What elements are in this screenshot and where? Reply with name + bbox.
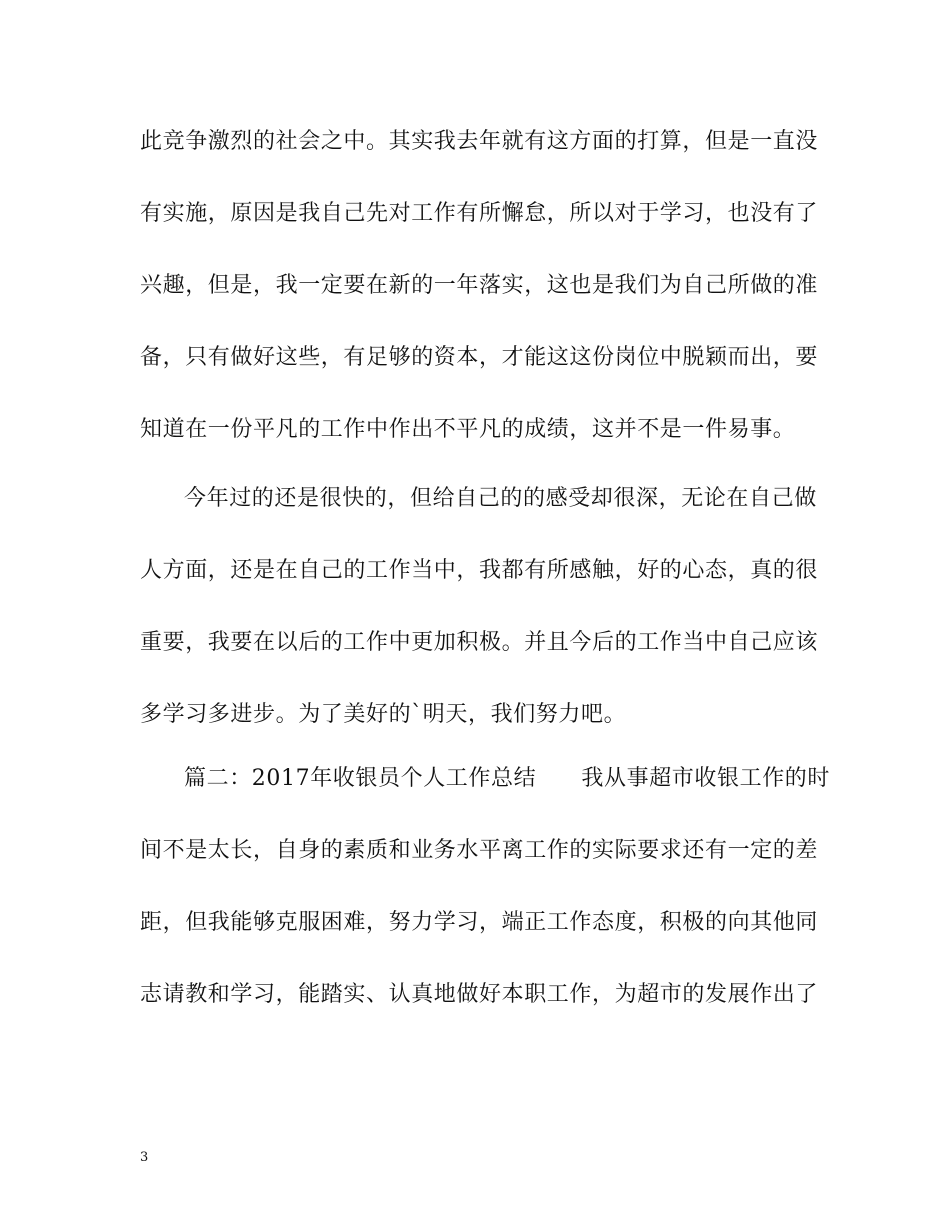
text-line: 距，但我能够克服困难，努力学习，端正工作态度，积极的向其他同 <box>140 910 819 935</box>
text-line: 志请教和学习，能踏实、认真地做好本职工作，为超市的发展作出了 <box>140 982 819 1007</box>
text-line: 重要，我要在以后的工作中更加积极。并且今后的工作当中自己应该 <box>140 630 819 655</box>
section-heading-line: 篇二：2017年收银员个人工作总结 我从事超市收银工作的时 <box>184 766 830 791</box>
text-line: 备，只有做好这些，有足够的资本，才能这这份岗位中脱颖而出，要 <box>140 345 819 370</box>
paragraph-first-line: 今年过的还是很快的，但给自己的的感受却很深，无论在自己做 <box>184 486 817 511</box>
text-line: 此竞争激烈的社会之中。其实我去年就有这方面的打算，但是一直没 <box>140 129 819 154</box>
page-number: 3 <box>140 1150 149 1165</box>
text-line: 兴趣，但是，我一定要在新的一年落实，这也是我们为自己所做的准 <box>140 273 819 298</box>
text-line: 知道在一份平凡的工作中作出不平凡的成绩，这并不是一件易事。 <box>140 417 796 442</box>
text-line: 人方面，还是在自己的工作当中，我都有所感触，好的心态，真的很 <box>140 558 819 583</box>
text-line: 间不是太长，自身的素质和业务水平离工作的实际要求还有一定的差 <box>140 838 819 863</box>
text-line: 多学习多进步。为了美好的`明天，我们努力吧。 <box>140 702 627 727</box>
text-line: 有实施，原因是我自己先对工作有所懈怠，所以对于学习，也没有了 <box>140 201 819 226</box>
